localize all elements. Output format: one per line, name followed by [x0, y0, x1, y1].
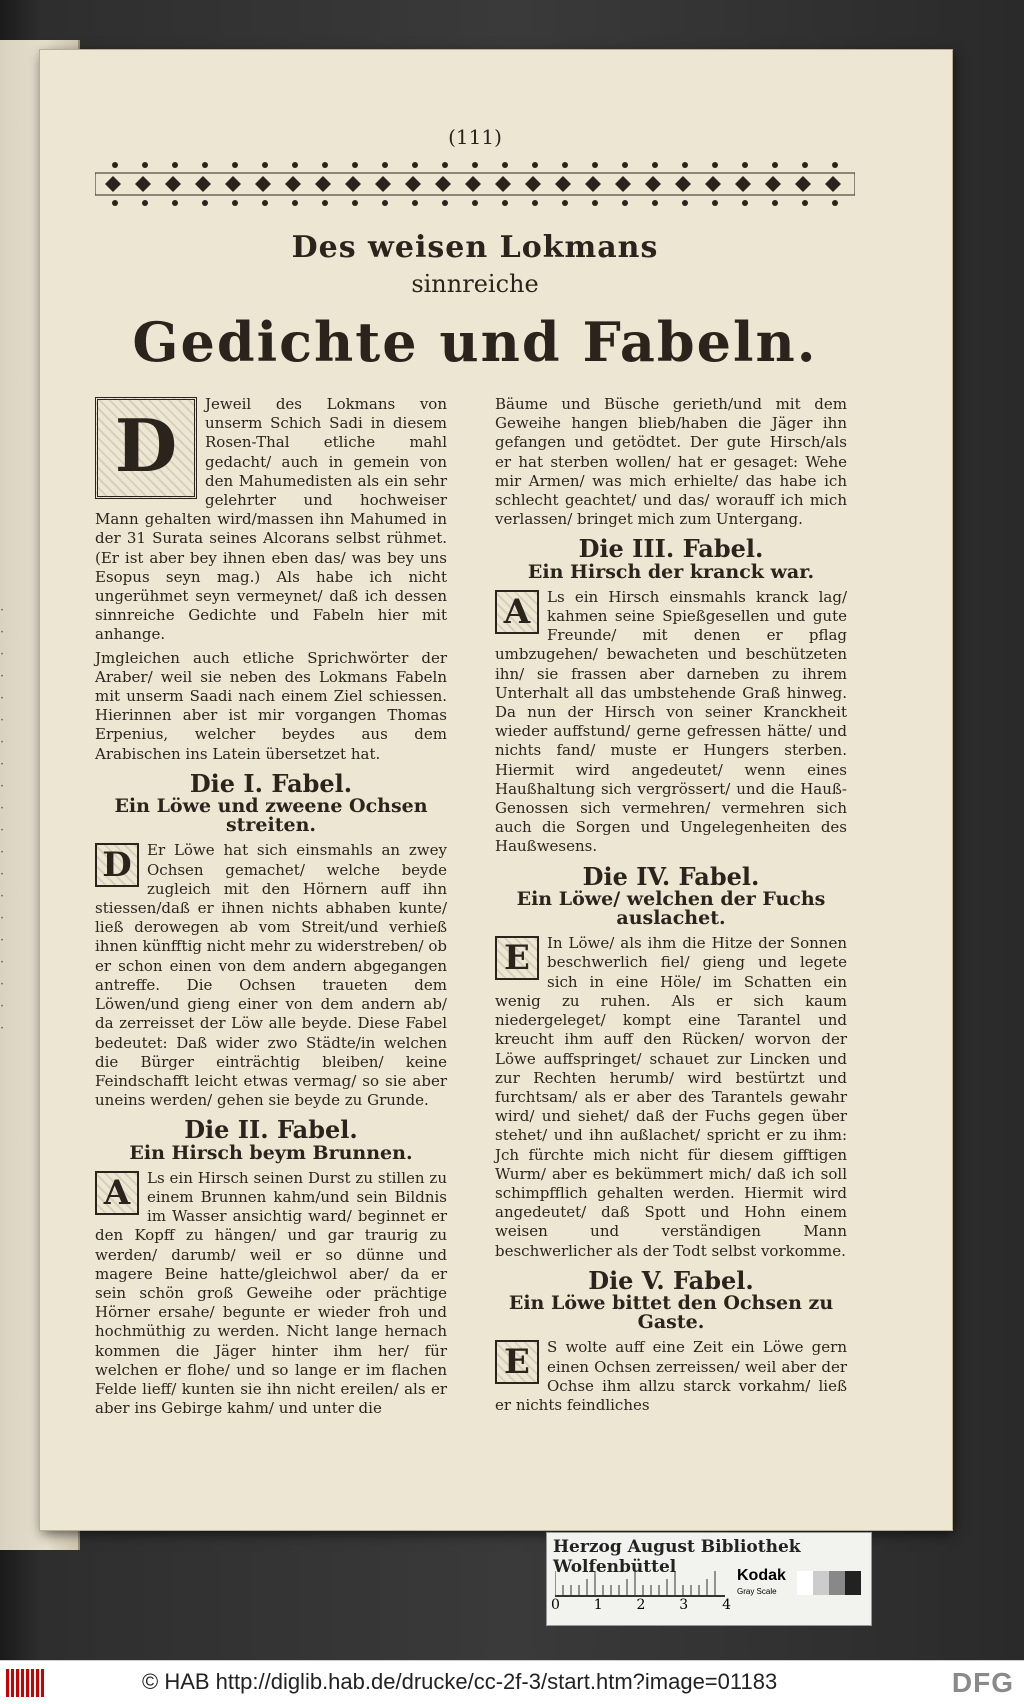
- ruler-tick-3: 3: [679, 1597, 689, 1613]
- ruler-tick-4: 4: [722, 1597, 731, 1613]
- fable-4-text: In Löwe/ als ihm die Hitze der Sonnen beschwerlich fiel/ gieng und legete sich in eine Höle/ im Schatten ein wenig zu ruhen. Als er sich kaum niedergeleget/ kompt eine Tarantel und kreucht ihm auff den Rücken/ worvon der Löwe auffspringet/ schauet zur Lincken und zur Rechten herumb/ wird bestürtzt und furchtsam/ als er aber des Tarantels gewahr wird/ und siehet/ daß der Fuchs gegen über stehet/ und ihn außlachet/ spricht er zu ihm: Jch fürchte mich nicht für diesem gifftigen Wurm/ aber es bekümmert mich/ daß ich soll schimpfflich gehalten werden. Hiermit wird angedeutet/ daß Spott und Hohn einem weisen und verständigen Mann beschwerlicher als der Todt selbst vorkomme.: [495, 934, 847, 1260]
- dfg-logo: DFG: [951, 1667, 1014, 1698]
- fable-5-paragraph: [495, 1338, 847, 1415]
- intro-paragraph-2: Jmgleichen auch etliche Sprichwörter der Araber/ weil sie neben des Lokmans Fabeln mit unserm Saadi nach einem Ziel schiessen. Hierinnen aber ist mir vorgangen Thomas Erpenius, welcher beydes aus dem Arabischen ins Latein übersetzet hat.: [95, 648, 447, 763]
- fable-2-text: Ls ein Hirsch seinen Durst zu stillen zu einem Brunnen kahm/und sein Bildnis im Wasser ansichtig ward/ beginnet er den Kopff zu hängen/ und gar traurig zu werden/ darumb/ weil er so dünne und magere Beine hatte/gleichwol aber/ da er sein schön groß Geweihe oder prächtige Hörner ersahe/ begunte er wieder froh und hochmüthig zu werden. Nicht lange hernach kommen die Jäger hinter ihm her/ für welchen er flohe/ und so lange er im flachen Felde lieff/ kunten sie ihn nicht ereilen/ als er aber ins Gebirge kahm/ und unter die: [95, 1168, 447, 1418]
- gray-scale-swatches: [797, 1571, 861, 1595]
- library-label: Herzog August Bibliothek Wolfenbüttel: [553, 1537, 801, 1577]
- kodak-logo: Kodak: [737, 1567, 786, 1584]
- fable-2-title: Die II. Fabel.: [184, 1115, 358, 1145]
- dropcap-fable-3: A: [495, 590, 539, 634]
- fable-4-subtitle: Ein Löwe/ welchen der Fuchs auslachet.: [516, 887, 826, 930]
- fable-3-subtitle: Ein Hirsch der kranck war.: [527, 560, 815, 583]
- dropcap-fable-5: E: [495, 1340, 539, 1384]
- left-column: [95, 395, 447, 1422]
- ruler-tick-1: 1: [593, 1597, 603, 1613]
- fable-1-text: Er Löwe hat sich einsmahls an zwey Ochsen gemachet/ welche beyde zugleich mit den Hörnern auff ihn stiessen/daß er ihnen nichts abhaben kunte/ ließ derowegen ab vom Streit/und verhieß ihnen künfftig nicht mehr zu widerstreben/ ob er schon einen von dem andern abgegangen antreffe. Die Ochsen traueten dem Löwen/und gieng einer von dem andern ab/ da zerreisset der Löw alle beyde. Diese Fabel bedeutet: Daß wider zwo Städte/in welchen die Bürger einträchtig bleiben/ keine Feindschafft leicht etwas vermag/ so sie aber uneins werden/ gehen sie beyde zu Grunde.: [95, 841, 447, 1110]
- ornament-band: [95, 153, 855, 213]
- fable-1-subtitle: Ein Löwe und zweene Ochsen streiten.: [114, 795, 428, 837]
- ruler-numbers: [551, 1597, 731, 1613]
- fable-2-continuation: Bäume und Büsche gerieth/und mit dem Geweihe hangen blieb/haben die Jäger ihn gefangen und getödtet. Der gute Hirsch/als er hat sterben wollen/ hat er gesaget: Wehe mir Armen/ was mich erhielte/ das habe ich schlecht geachtet/ und das/ worauff ich mich verlassen/ bringet mich zum Untergang.: [495, 395, 847, 529]
- title-line-3: Gedichte und Fabeln.: [132, 310, 818, 374]
- previous-page-fragments: · · · · · · · · · · · · · · · · · · · ·: [0, 603, 5, 1036]
- footer-bar: [0, 1660, 1024, 1704]
- ruler-tick-0: 0: [551, 1597, 560, 1613]
- fable-3-paragraph: [495, 588, 847, 857]
- dropcap-intro: D: [95, 397, 197, 499]
- footer-link[interactable]: © HAB http://diglib.hab.de/drucke/cc-2f-3/start.htm?image=01183: [142, 1669, 778, 1694]
- fable-4-title: Die IV. Fabel.: [582, 861, 760, 891]
- hab-logo-icon: [6, 1669, 46, 1697]
- ruler-tick-2: 2: [636, 1597, 646, 1613]
- intro-paragraph-1: [95, 395, 447, 645]
- color-scale-card: [546, 1532, 872, 1626]
- title-line-1: Des weisen Lokmans: [291, 230, 659, 265]
- fable-1-paragraph: [95, 841, 447, 1110]
- book-page: [40, 50, 952, 1530]
- page-number: (111): [448, 125, 502, 149]
- fable-2-subtitle: Ein Hirsch beym Brunnen.: [129, 1141, 413, 1164]
- title-line-2: sinnreiche: [411, 270, 539, 298]
- fable-3-text: Ls ein Hirsch einsmahls kranck lag/ kahmen seine Spießgesellen und gute Freunde/ mit denen er pflag umbzugehen/ bewacheten und beschützeten ihn/ sie frassen aber darneben zu ihrem Unterhalt all das umbstehende Graß hinweg. Da nun der Hirsch von seiner Kranckheit wieder auffstund/ gerne gefressen hätte/ und nichts fand/ muste er Hungers sterben. Hiermit wird angedeutet/ wenn eines Haußhaltung sich vergrössert/ und die Hauß-Genossen sich vermehren/ vermehren sich auch die Sorgen und Ungelegenheiten des Haußwesens.: [495, 587, 847, 856]
- gray-scale-label: Gray Scale: [737, 1587, 777, 1596]
- ruler-ticks: [555, 1567, 725, 1597]
- fable-3-title: Die III. Fabel.: [578, 534, 764, 564]
- fable-2-paragraph: [95, 1169, 447, 1419]
- dropcap-fable-2: A: [95, 1171, 139, 1215]
- dropcap-fable-1: D: [95, 843, 139, 887]
- dropcap-fable-4: E: [495, 936, 539, 980]
- fable-1-title: Die I. Fabel.: [189, 768, 353, 798]
- intro-text-1: Jeweil des Lokmans von unserm Schich Sadi in diesem Rosen-Thal etliche mahl gedacht/ auch in gemein von den Mahumedisten als ein sehr gelehrter und hochweiser Mann gehalten wird/massen ihn Mahumed in der 31 Surata seines Alcorans selbst rühmet. (Er ist aber bey ihnen eben das/ was bey uns Esopus seyn mag.) Als habe ich nicht ungerühmet seyn vermeynet/ daß ich dessen sinnreiche Gedichte und Fabeln hier mit anhange.: [95, 395, 447, 644]
- fable-5-title: Die V. Fabel.: [588, 1265, 754, 1295]
- right-column: [495, 395, 847, 1419]
- fable-5-text: S wolte auff eine Zeit ein Löwe gern einen Ochsen zerreissen/ weil aber der Ochse ihm allzu starck vorkahm/ ließ er nichts feindliches: [495, 1338, 847, 1414]
- fable-5-subtitle: Ein Löwe bittet den Ochsen zu Gaste.: [508, 1291, 834, 1334]
- fable-4-paragraph: [495, 934, 847, 1260]
